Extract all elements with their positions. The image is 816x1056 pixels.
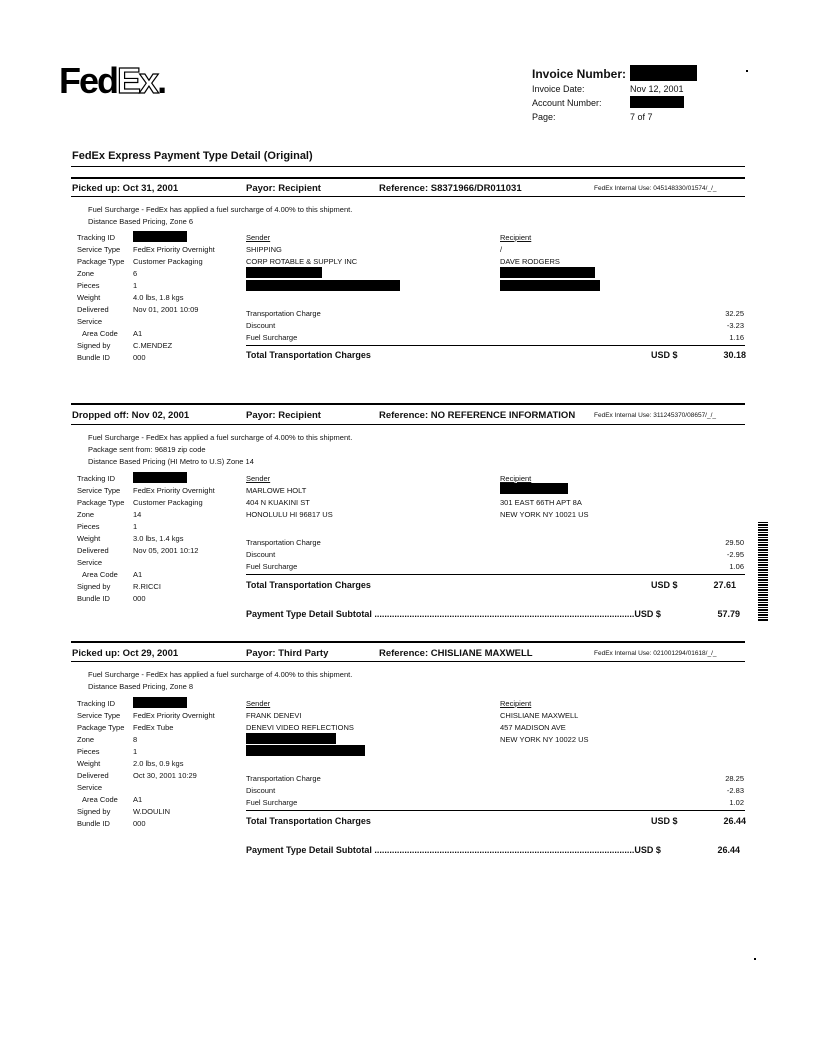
area-code-label: Area Code xyxy=(82,329,118,338)
tracking-id-label: Tracking ID xyxy=(77,233,116,242)
subtotal-amount: 26.44 xyxy=(717,845,740,855)
barcode xyxy=(758,522,768,622)
shipment-note: Fuel Surcharge - FedEx has applied a fuel surcharge of 4.00% to this shipment. xyxy=(88,433,353,442)
bundle-id: 000 xyxy=(133,353,146,362)
divider xyxy=(71,177,745,179)
redaction xyxy=(246,267,322,278)
area-code-label: Area Code xyxy=(82,795,118,804)
shipment-reference: Reference: S8371966/DR011031 xyxy=(379,183,522,194)
usd-label: USD $ xyxy=(651,350,678,360)
discount-label: Discount xyxy=(246,550,276,559)
page-title: FedEx Express Payment Type Detail (Original) xyxy=(72,150,313,162)
shipment-note: Distance Based Pricing, Zone 6 xyxy=(88,217,194,226)
pieces-label: Pieces xyxy=(77,281,100,290)
transportation-charge-label: Transportation Charge xyxy=(246,538,321,547)
invoice-number-label: Invoice Number: xyxy=(532,67,627,81)
area-code: A1 xyxy=(133,570,143,579)
divider xyxy=(71,403,745,405)
service-type-label: Service Type xyxy=(77,711,121,720)
redaction xyxy=(630,65,697,81)
service-type: FedEx Priority Overnight xyxy=(133,245,215,254)
sender-line: HONOLULU HI 96817 US xyxy=(246,510,333,519)
discount-label: Discount xyxy=(246,786,276,795)
subtotal-amount: 57.79 xyxy=(717,609,740,619)
package-type-label: Package Type xyxy=(77,723,125,732)
fuel-surcharge-label: Fuel Surcharge xyxy=(246,798,298,807)
divider xyxy=(71,424,745,425)
total-label: Total Transportation Charges xyxy=(246,350,371,360)
recipient-label: Recipient xyxy=(500,699,532,708)
redaction xyxy=(246,745,365,756)
shipment-payor: Payor: Recipient xyxy=(246,410,321,421)
total-label: Total Transportation Charges xyxy=(246,816,371,826)
internal-use: FedEx Internal Use: 021001294/01618/_/_ xyxy=(594,650,717,657)
discount: -3.23 xyxy=(726,321,744,330)
fuel-surcharge: 1.06 xyxy=(729,562,744,571)
delivered: Nov 01, 2001 10:09 xyxy=(133,305,199,314)
service-type: FedEx Priority Overnight xyxy=(133,711,215,720)
invoice-date-label: Invoice Date: xyxy=(532,84,585,94)
divider xyxy=(246,810,745,811)
tracking-id-label: Tracking ID xyxy=(77,474,116,483)
discount: -2.83 xyxy=(726,786,744,795)
registration-mark xyxy=(746,70,748,72)
service-type-label: Service Type xyxy=(77,486,121,495)
bundle-id: 000 xyxy=(133,594,146,603)
signed-by: W.DOULIN xyxy=(133,807,171,816)
delivered-label: Delivered xyxy=(77,305,109,314)
recipient-line: 457 MADISON AVE xyxy=(500,723,566,732)
zone: 6 xyxy=(133,269,138,278)
bundle-id-label: Bundle ID xyxy=(77,819,110,828)
weight-label: Weight xyxy=(77,759,101,768)
fuel-surcharge-label: Fuel Surcharge xyxy=(246,562,298,571)
shipment-payor: Payor: Recipient xyxy=(246,183,321,194)
recipient-line: NEW YORK NY 10022 US xyxy=(500,735,589,744)
fedex-logo: FedEx. xyxy=(59,60,166,101)
recipient-line: NEW YORK NY 10021 US xyxy=(500,510,589,519)
recipient-label: Recipient xyxy=(500,233,532,242)
shipment-date: Dropped off: Nov 02, 2001 xyxy=(72,410,190,421)
divider xyxy=(71,641,745,643)
sender-label: Sender xyxy=(246,474,271,483)
sender-line: CORP ROTABLE & SUPPLY INC xyxy=(246,257,358,266)
signed-by-label: Signed by xyxy=(77,582,111,591)
shipment-note: Fuel Surcharge - FedEx has applied a fuel surcharge of 4.00% to this shipment. xyxy=(88,205,353,214)
pieces: 1 xyxy=(133,522,138,531)
transportation-charge-label: Transportation Charge xyxy=(246,309,321,318)
package-type: FedEx Tube xyxy=(133,723,174,732)
delivered: Oct 30, 2001 10:29 xyxy=(133,771,197,780)
shipment-date: Picked up: Oct 29, 2001 xyxy=(72,648,179,659)
divider xyxy=(71,661,745,662)
recipient-line: DAVE RODGERS xyxy=(500,257,560,266)
invoice-date: Nov 12, 2001 xyxy=(630,84,684,94)
service-label: Service xyxy=(77,317,103,326)
area-code: A1 xyxy=(133,795,143,804)
zone: 14 xyxy=(133,510,142,519)
transportation-charge: 29.50 xyxy=(725,538,744,547)
subtotal-label: Payment Type Detail Subtotal ........................................................................................................USD $ xyxy=(246,845,661,855)
service-label: Service xyxy=(77,558,103,567)
package-type: Customer Packaging xyxy=(133,257,203,266)
sender-line: SHIPPING xyxy=(246,245,282,254)
redaction xyxy=(500,280,600,291)
bundle-id-label: Bundle ID xyxy=(77,353,110,362)
area-code: A1 xyxy=(133,329,143,338)
zone-label: Zone xyxy=(77,735,95,744)
fuel-surcharge-label: Fuel Surcharge xyxy=(246,333,298,342)
shipment-reference: Reference: NO REFERENCE INFORMATION xyxy=(379,410,576,421)
weight: 3.0 lbs, 1.4 kgs xyxy=(133,534,184,543)
area-code-label: Area Code xyxy=(82,570,118,579)
weight-label: Weight xyxy=(77,534,101,543)
shipment-note: Package sent from: 96819 zip code xyxy=(88,445,206,454)
signed-by-label: Signed by xyxy=(77,807,111,816)
zone-label: Zone xyxy=(77,510,95,519)
recipient-line: / xyxy=(500,245,503,254)
service-type-label: Service Type xyxy=(77,245,121,254)
divider xyxy=(246,574,745,575)
page-value: 7 of 7 xyxy=(630,112,653,122)
page-label: Page: xyxy=(532,112,556,122)
signed-by: R.RICCI xyxy=(133,582,161,591)
pieces: 1 xyxy=(133,747,138,756)
transportation-charge-label: Transportation Charge xyxy=(246,774,321,783)
shipment-payor: Payor: Third Party xyxy=(246,648,329,659)
recipient-line: 301 EAST 66TH APT 8A xyxy=(500,498,582,507)
tracking-id-label: Tracking ID xyxy=(77,699,116,708)
total-amount: 26.44 xyxy=(723,816,746,826)
zone: 8 xyxy=(133,735,138,744)
pieces-label: Pieces xyxy=(77,522,100,531)
bundle-id: 000 xyxy=(133,819,146,828)
transportation-charge: 28.25 xyxy=(725,774,744,783)
sender-line: 404 N KUAKINI ST xyxy=(246,498,310,507)
account-number-label: Account Number: xyxy=(532,98,602,108)
fuel-surcharge: 1.02 xyxy=(729,798,744,807)
signed-by: C.MENDEZ xyxy=(133,341,173,350)
redaction xyxy=(133,697,187,708)
sender-line: FRANK DENEVI xyxy=(246,711,302,720)
total-amount: 30.18 xyxy=(723,350,746,360)
weight: 4.0 lbs, 1.8 kgs xyxy=(133,293,184,302)
weight-label: Weight xyxy=(77,293,101,302)
fuel-surcharge: 1.16 xyxy=(729,333,744,342)
sender-line: MARLOWE HOLT xyxy=(246,486,307,495)
discount: -2.95 xyxy=(726,550,744,559)
package-type: Customer Packaging xyxy=(133,498,203,507)
divider xyxy=(71,166,745,167)
shipment-note: Distance Based Pricing (HI Metro to U.S) Zone 14 xyxy=(88,457,254,466)
recipient-line: CHISLIANE MAXWELL xyxy=(500,711,579,720)
redaction xyxy=(500,483,568,494)
internal-use: FedEx Internal Use: 045148330/01574/_/_ xyxy=(594,185,717,192)
bundle-id-label: Bundle ID xyxy=(77,594,110,603)
package-type-label: Package Type xyxy=(77,498,125,507)
package-type-label: Package Type xyxy=(77,257,125,266)
delivered: Nov 05, 2001 10:12 xyxy=(133,546,199,555)
weight: 2.0 lbs, 0.9 kgs xyxy=(133,759,184,768)
zone-label: Zone xyxy=(77,269,95,278)
delivered-label: Delivered xyxy=(77,771,109,780)
discount-label: Discount xyxy=(246,321,276,330)
registration-mark xyxy=(754,958,756,960)
subtotal-label: Payment Type Detail Subtotal ........................................................................................................USD $ xyxy=(246,609,661,619)
shipment-reference: Reference: CHISLIANE MAXWELL xyxy=(379,648,533,659)
signed-by-label: Signed by xyxy=(77,341,111,350)
redaction xyxy=(500,267,595,278)
internal-use: FedEx Internal Use: 311245370/08657/_/_ xyxy=(594,412,717,419)
total-label: Total Transportation Charges xyxy=(246,580,371,590)
service-label: Service xyxy=(77,783,103,792)
pieces-label: Pieces xyxy=(77,747,100,756)
sender-line: DENEVI VIDEO REFLECTIONS xyxy=(246,723,354,732)
usd-label: USD $ xyxy=(651,816,678,826)
redaction xyxy=(246,733,336,744)
shipment-note: Fuel Surcharge - FedEx has applied a fuel surcharge of 4.00% to this shipment. xyxy=(88,670,353,679)
recipient-label: Recipient xyxy=(500,474,532,483)
delivered-label: Delivered xyxy=(77,546,109,555)
redaction xyxy=(133,472,187,483)
sender-label: Sender xyxy=(246,699,271,708)
pieces: 1 xyxy=(133,281,138,290)
redaction xyxy=(630,96,684,108)
sender-label: Sender xyxy=(246,233,271,242)
total-amount: 27.61 xyxy=(713,580,736,590)
service-type: FedEx Priority Overnight xyxy=(133,486,215,495)
divider xyxy=(246,345,745,346)
shipment-note: Distance Based Pricing, Zone 8 xyxy=(88,682,194,691)
divider xyxy=(71,196,745,197)
redaction xyxy=(246,280,400,291)
redaction xyxy=(133,231,187,242)
transportation-charge: 32.25 xyxy=(725,309,744,318)
shipment-date: Picked up: Oct 31, 2001 xyxy=(72,183,179,194)
usd-label: USD $ xyxy=(651,580,678,590)
